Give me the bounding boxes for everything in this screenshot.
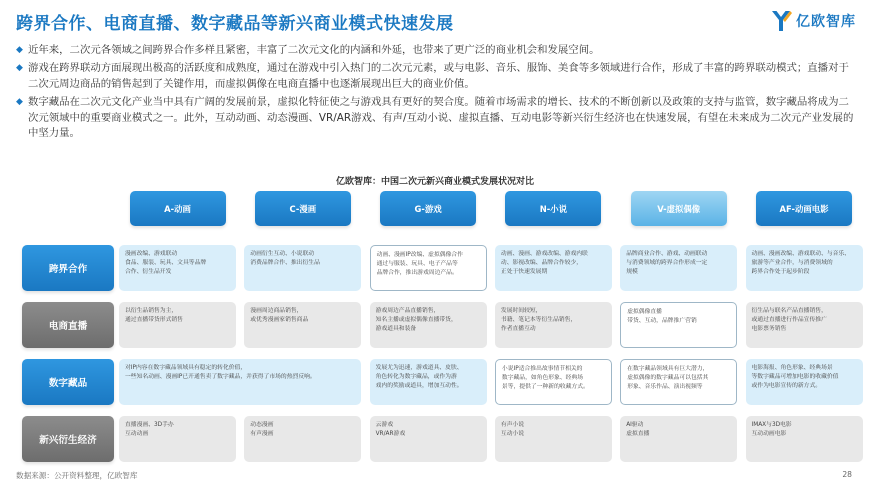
cell-text: 虚拟偶像直播 (627, 309, 662, 315)
cell-text: 通过与服装、玩具、电子产品等 (376, 261, 458, 268)
cell-text: 与消费领域的跨界合作形成一定 (626, 260, 708, 267)
table-cell (370, 359, 487, 405)
cell-text: 品牌合作，推出游戏周边产品。 (376, 270, 458, 277)
cell-text: 游戏道具和装备 (375, 326, 417, 333)
cell-text: 电影票务销售 (751, 326, 787, 333)
cell-text: 等数字藏品可增加电影的收藏价值 (751, 374, 839, 381)
table-cell (244, 416, 361, 462)
cell-text: 动画衍生互动、小说联动 (250, 251, 315, 257)
column-header: N-小说 (505, 191, 601, 226)
table-cell (370, 416, 487, 462)
cell-text: 漫画改编、游戏联动 (125, 251, 178, 257)
table-title: 亿欧智库：中国二次元新兴商业模式发展状况对比 (335, 177, 534, 187)
bullet-item (16, 61, 858, 92)
table-cell (119, 245, 236, 291)
cell-text: 漫画周边商品销售， (250, 308, 303, 314)
cell-text: 作者直播互动 (500, 326, 536, 333)
bullet-text: 游戏在跨界联动方面展现出极高的活跃度和成熟度，通过在游戏中引入热门的二次元元素，或与电影、音乐、服饰、美食等多领域进行合作，形成了丰富的跨界联动模式；直播对于二次元周边商品的销售起到了关键作用，而虚拟偶像在电商直播中也逐渐展现出巨大的商业价值。 (28, 62, 849, 90)
table-cell (620, 359, 737, 405)
table-cell (244, 245, 361, 291)
cell-text: 跨界合作处于起步阶段 (751, 269, 810, 276)
table-cell (119, 416, 236, 462)
cell-text: 电影海报、角色形象、经典场景 (751, 365, 833, 371)
diamond-bullet-icon: ◆ (16, 97, 23, 108)
table-cell (746, 359, 863, 405)
page-title: 跨界合作、电商直播、数字藏品等新兴商业模式快速发展 (16, 14, 454, 34)
table-cell (620, 302, 737, 348)
table-cell (495, 416, 612, 462)
logo-text: 亿欧智库 (796, 14, 856, 30)
intro-bullets (16, 43, 858, 144)
bullet-text: 数字藏品在二次元文化产业当中具有广阔的发展前景，虚拟化特征使之与游戏具有更好的契合度。随着市场需求的增长、技术的不断创新以及政策的支持与监管，数字藏品将成为二次元领域中的重要商业模式之一。此外，互动动画、动态漫画、VR/AR游戏、有声/互动小说、虚拟直播、互动电影等新兴衍生经济也在快速发展，有望在未来成为二次元产业发展的中坚力量。 (28, 96, 854, 140)
bullet-item (16, 95, 858, 141)
cell-text: 食品、服装、玩具、文具等品牌 (125, 260, 207, 267)
cell-text: 发展时间较短， (500, 308, 542, 314)
table-cell (746, 245, 863, 291)
row-header: 数字藏品 (22, 359, 114, 405)
table-cell (620, 245, 737, 291)
table-cell (370, 245, 487, 291)
cell-text: 互动小说 (500, 431, 525, 438)
cell-text: 旅游等产业合作，与消费领域的 (751, 260, 833, 267)
cell-text: 云游戏 (375, 422, 393, 428)
table-cell (746, 302, 863, 348)
row-header: 新兴衍生经济 (22, 416, 114, 462)
table-cell (495, 359, 612, 405)
diamond-bullet-icon: ◆ (16, 63, 23, 74)
cell-text: 互动动画电影 (751, 431, 787, 438)
cell-text: 动、影视改编、品牌合作较少， (500, 260, 583, 267)
data-source: 数据来源：公开资料整理，亿欧智库 (16, 471, 138, 480)
cell-text: 戏内的奖励或道具，增加互动性。 (375, 383, 463, 390)
cell-text: 动画、漫画IP改编、虚拟偶像合作 (376, 252, 463, 258)
cell-text: 有声小说 (500, 422, 525, 428)
table-cell (620, 416, 737, 462)
cell-text: 或优秀漫画家销售商品 (250, 317, 309, 324)
table-cell (244, 302, 361, 348)
cell-text: 对IP内容在数字藏品领域具有稳定的转化价值， (125, 365, 247, 371)
cell-text: 动画、漫画改编、游戏联动、与音乐、 (751, 251, 851, 257)
page-number: 28 (842, 470, 852, 479)
cell-text: 有声漫画 (250, 431, 274, 438)
cell-text: 动画、漫画、游戏改编、游戏内联 (500, 251, 588, 257)
cell-text: 或作为电影宣传的新方式。 (751, 383, 822, 390)
cell-text: 带货、互动，品牌推广营销 (627, 318, 697, 325)
cell-text: VR/AR游戏 (375, 431, 406, 438)
cell-text: 在数字藏品领域具有巨大潜力， (627, 366, 709, 372)
cell-text: 正处于快速发展期 (500, 269, 548, 276)
cell-text: 直播漫画、3D手办 (125, 422, 174, 428)
cell-text: 互动动画 (125, 431, 149, 438)
cell-text: 数字藏品，如角色形象、经典场 (501, 375, 584, 382)
yiou-logo-icon (770, 9, 792, 33)
cell-text: 规模 (626, 269, 638, 276)
cell-text: 游戏周边产品直播销售， (375, 308, 440, 314)
cell-text: 品牌商业合作、游戏、动画联动 (626, 251, 708, 257)
cell-text: 通过直播带货形式销售 (125, 317, 183, 324)
table-cell (495, 302, 612, 348)
table-cell (119, 359, 361, 405)
cell-text: 形象、音乐作品、演出视频等 (627, 384, 703, 391)
table-cell (495, 245, 612, 291)
column-header: V-虚拟偶像 (631, 191, 727, 226)
cell-text: 合作、衍生品开发 (125, 269, 172, 276)
cell-text: 衍生品与联名产品直播销售， (751, 308, 827, 314)
bullet-item (16, 43, 858, 58)
cell-text: 书籍、笔记本等衍生品销售， (500, 317, 577, 324)
logo (770, 8, 856, 34)
row-header: 电商直播 (22, 302, 114, 348)
cell-text: 发展尤为迅速，游戏道具、皮肤、 (375, 365, 463, 371)
cell-text: 虚拟直播 (626, 431, 650, 438)
cell-text: 角色转化为数字藏品，或作为游 (375, 374, 457, 381)
column-header: G-游戏 (380, 191, 476, 226)
row-header: 跨界合作 (22, 245, 114, 291)
cell-text: 知名主播或虚拟偶像直播带货， (375, 317, 457, 324)
table-cell (370, 302, 487, 348)
cell-text: 以衍生品销售为主， (125, 308, 178, 314)
cell-text: AI驱动 (626, 422, 644, 428)
column-header: AF-动画电影 (756, 191, 852, 226)
diamond-bullet-icon: ◆ (16, 45, 23, 55)
cell-text: 动态漫画 (250, 422, 274, 428)
cell-text: 或通过直播进行作品宣传推广 (751, 317, 827, 324)
column-header: A-动画 (130, 191, 226, 226)
table-cell (746, 416, 863, 462)
cell-text: 消费品牌合作、推出衍生品 (250, 260, 320, 267)
cell-text: 小说IP适合推出故事情节相关的 (501, 366, 583, 372)
cell-text: IMAX与3D电影 (751, 422, 792, 428)
column-header: C-漫画 (255, 191, 351, 226)
cell-text: 景等，提供了一种新的收藏方式。 (501, 384, 589, 391)
table-cell (119, 302, 236, 348)
cell-text: 一些知名动画、漫画IP已开通售卖了数字藏品，并获得了市场的热烈反响。 (125, 374, 316, 381)
bullet-text: 近年来，二次元各领域之间跨界合作多样且紧密，丰富了二次元文化的内涵和外延，也带来了更广泛的商业机会和发展空间。 (28, 44, 600, 56)
cell-text: 虚拟偶像的数字藏品可以包括其 (627, 375, 709, 382)
